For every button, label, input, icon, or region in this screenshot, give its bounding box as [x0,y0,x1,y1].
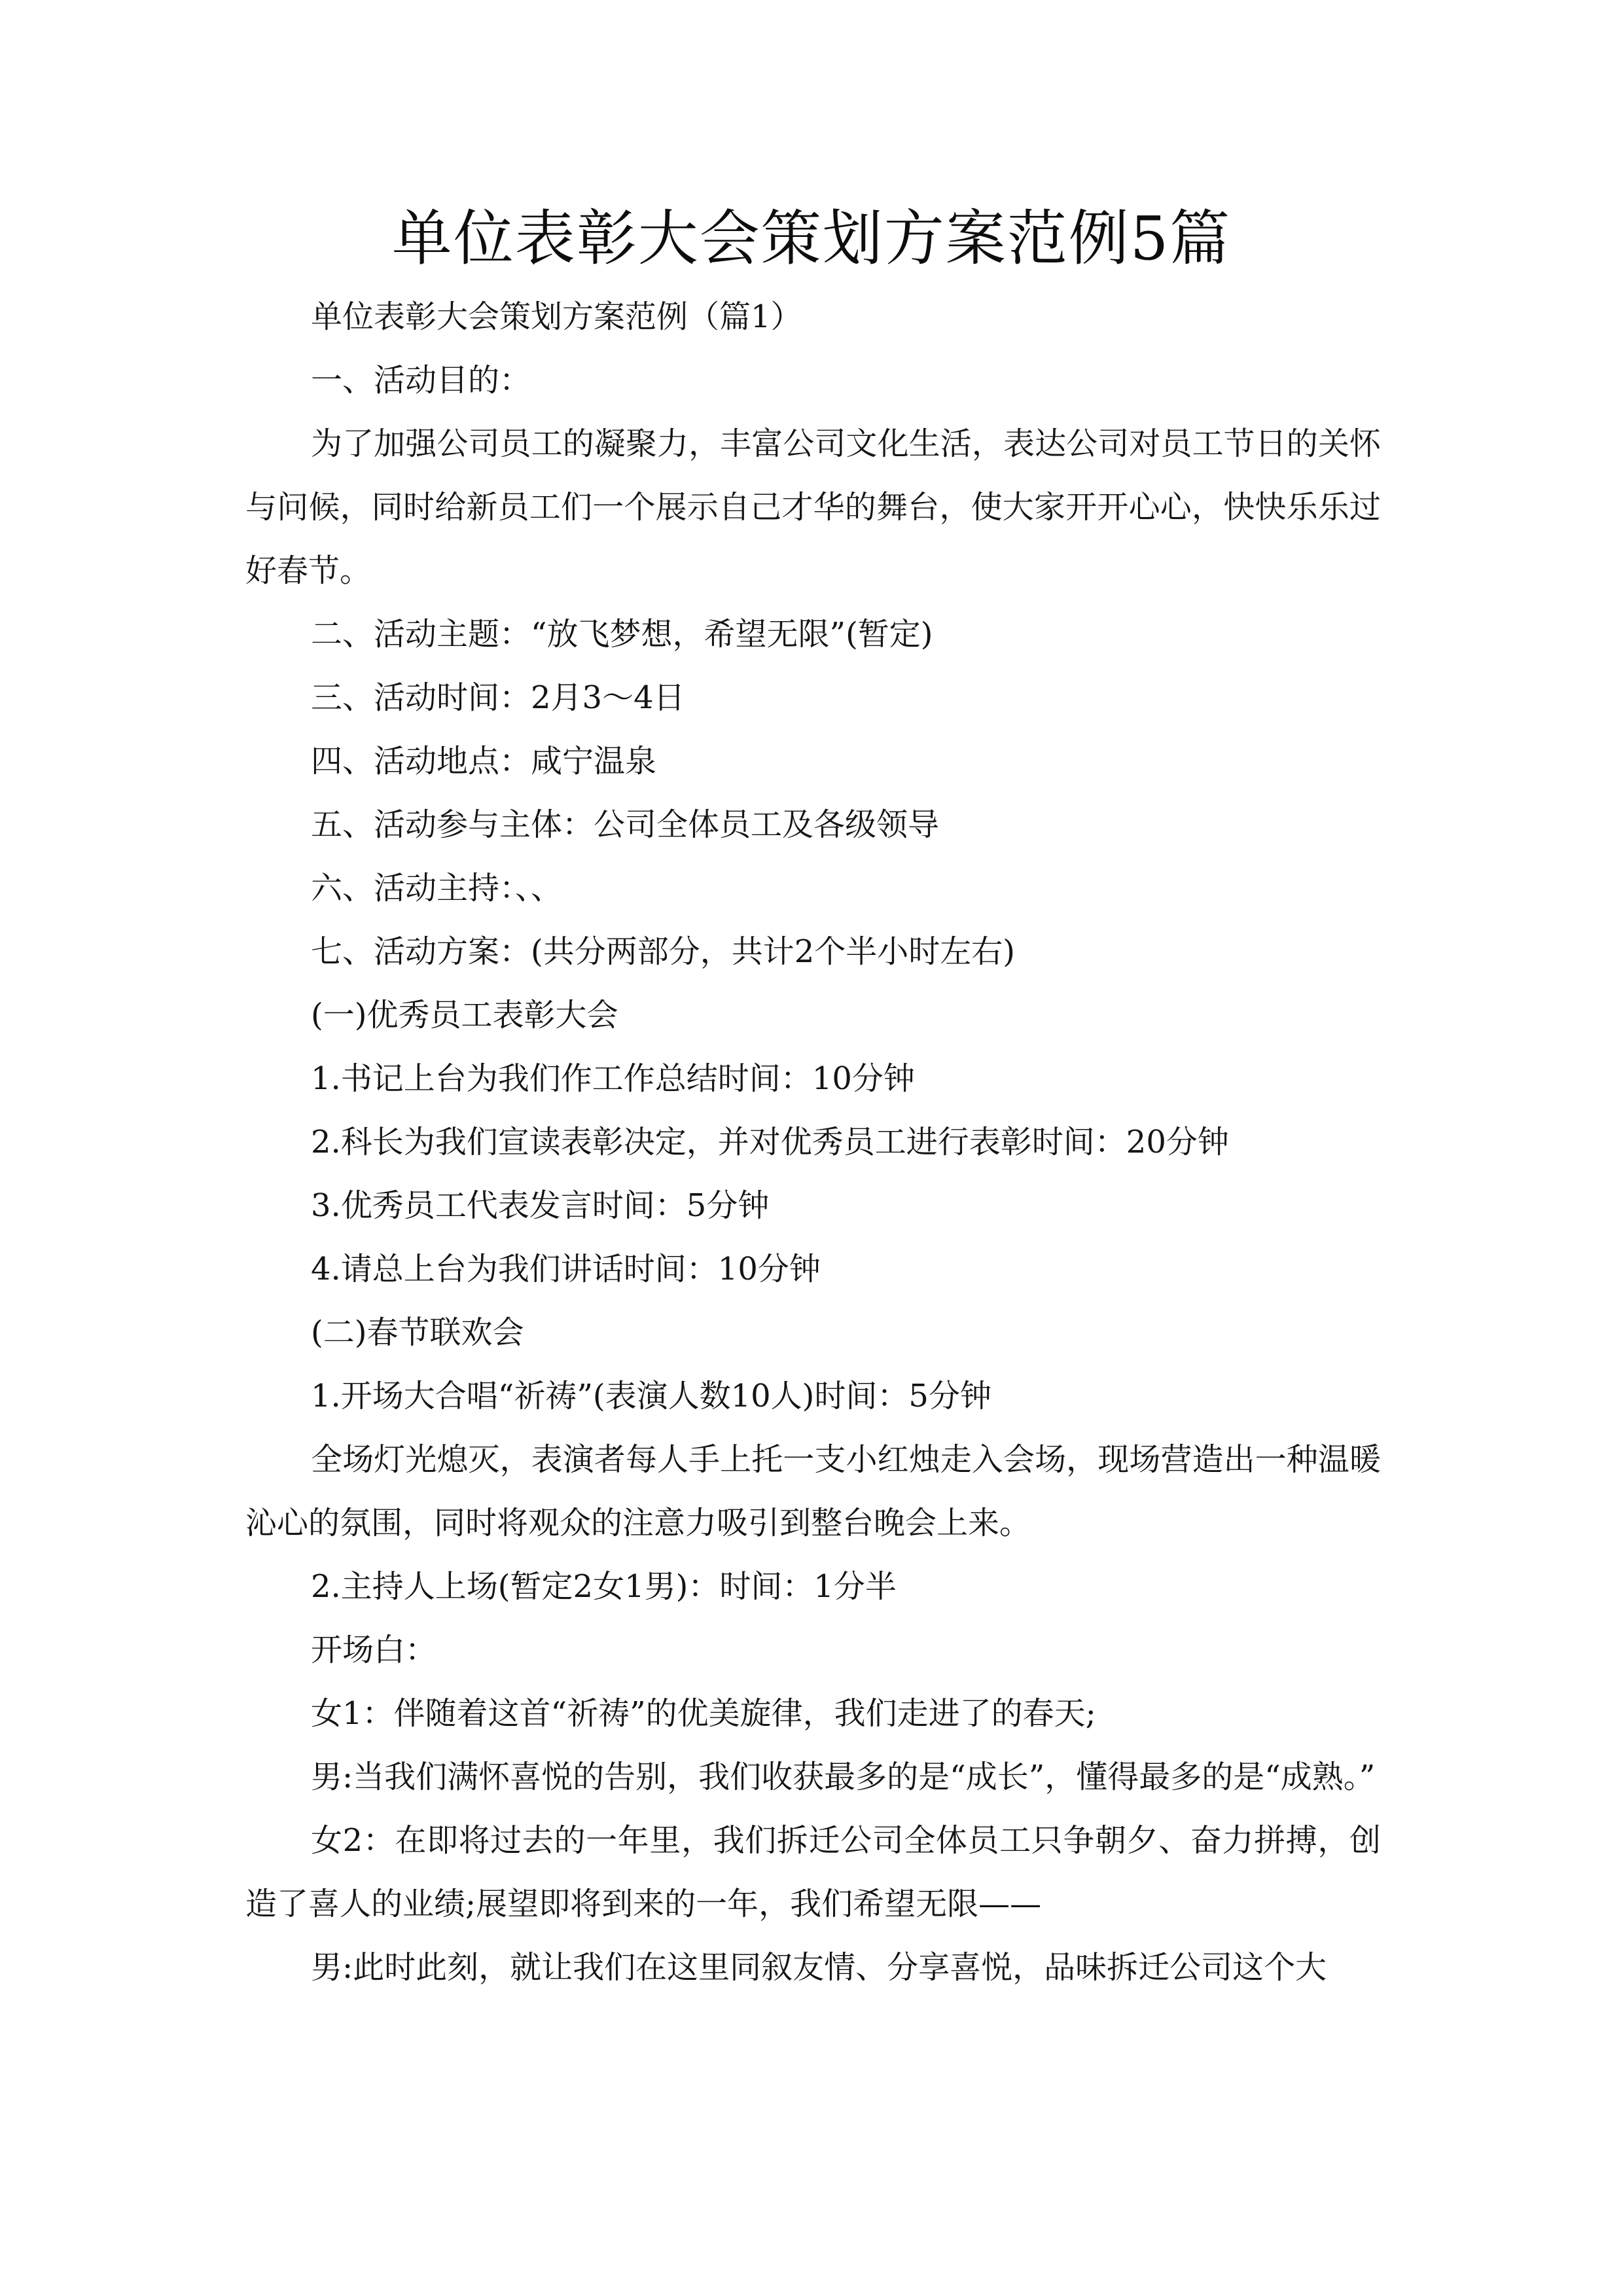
paragraph: 六、活动主持：、、 [311,870,563,906]
paragraph: 1.开场大合唱“祈祷”(表演人数10人)时间：5分钟 [311,1378,991,1414]
paragraph: (一)优秀员工表彰大会 [311,997,618,1033]
paragraph: 女1：伴随着这首“祈祷”的优美旋律，我们走进了的春天; [311,1695,1096,1732]
paragraph-section-heading: 单位表彰大会策划方案范例（篇1） [311,298,802,335]
paragraph: 男:此时此刻，就让我们在这里同叙友情、分享喜悦，品味拆迁公司这个大 [311,1949,1327,1986]
paragraph: 全场灯光熄灭，表演者每人手上托一支小红烛走入会场，现场营造出一种温暖沁心的氛围，同时将观众的注意力吸引到整台晚会上来。 [245,1441,1381,1541]
paragraph: 3.优秀员工代表发言时间：5分钟 [311,1187,770,1224]
paragraph: 一、活动目的： [311,362,531,399]
paragraph: 为了加强公司员工的凝聚力，丰富公司文化生活，表达公司对员工节日的关怀与问候，同时给新员工们一个展示自己才华的舞台，使大家开开心心，快快乐乐过好春节。 [245,425,1381,589]
paragraph: 女2：在即将过去的一年里，我们拆迁公司全体员工只争朝夕、奋力拼搏，创造了喜人的业绩;展望即将到来的一年，我们希望无限—— [245,1822,1381,1922]
paragraph: 四、活动地点：咸宁温泉 [311,743,657,780]
paragraph: 男:当我们满怀喜悦的告别，我们收获最多的是“成长”，懂得最多的是“成熟。” [311,1759,1376,1795]
paragraph: 七、活动方案：(共分两部分，共计2个半小时左右) [311,933,1015,970]
document-title: 单位表彰大会策划方案范例5篇 [391,204,1232,274]
paragraph: 五、活动参与主体：公司全体员工及各级领导 [311,806,940,843]
paragraph: 2.科长为我们宣读表彰决定，并对优秀员工进行表彰时间：20分钟 [311,1124,1229,1160]
paragraph: 开场白： [311,1632,437,1668]
paragraph: (二)春节联欢会 [311,1314,524,1351]
paragraph: 2.主持人上场(暂定2女1男)：时间：1分半 [311,1568,897,1605]
paragraph: 1.书记上台为我们作工作总结时间：10分钟 [311,1060,915,1097]
paragraph: 三、活动时间：2月3～4日 [311,679,685,716]
paragraph: 4.请总上台为我们讲话时间：10分钟 [311,1251,821,1287]
paragraph: 二、活动主题：“放飞梦想，希望无限”(暂定) [311,616,933,653]
document-body [245,285,1381,2000]
